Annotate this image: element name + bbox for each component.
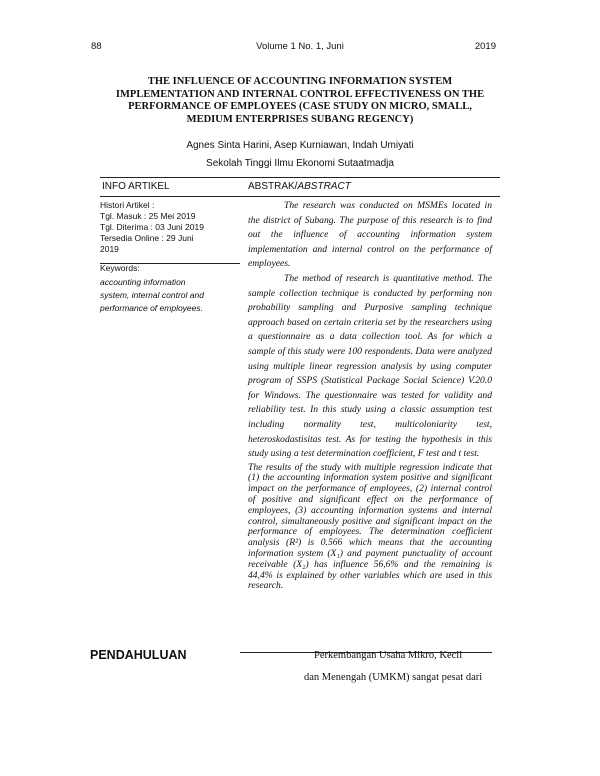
date-online-year: 2019 (100, 244, 119, 254)
title-line: PERFORMANCE OF EMPLOYEES (CASE STUDY ON MICRO, SMALL, (128, 101, 472, 112)
institution: Sekolah Tinggi Ilmu Ekonomi Sutaatmadja (206, 158, 394, 169)
keywords (100, 276, 240, 315)
keyword-line: accounting information (100, 277, 186, 287)
page-number: 88 (91, 41, 102, 52)
section-heading: PENDAHULUAN (90, 648, 187, 662)
abstract-body (248, 199, 492, 592)
keyword-line: system, internal control and (100, 290, 204, 300)
abstract-paragraph: The results of the study with multiple regression indicate that (1) the accounting information system positive and significant impact on the performance of employees, (2) internal control of positive and significant effect on the performance of employees, (3) accounting information systems and internal control, simultaneously positive and significant impact on the performance of employees. The determination coefficient analysis (R²) is 0.566 which means that the accounting information system (X₁) and payment punctuality of account receivable (X₂) has influence 56,6% and the remaining is 44,4% is explained by other variables which are used in this research. (248, 461, 492, 592)
title-line: THE INFLUENCE OF ACCOUNTING INFORMATION SYSTEM (147, 76, 453, 87)
abstract-paragraph: The research was conducted on MSMEs located in the district of Subang. The purpose of this research is to find out the influence of accounting information system implementation and internal control on the performance of employees. (248, 200, 492, 270)
info-artikel-heading: INFO ARTIKEL (102, 181, 170, 192)
abstract-heading-plain: ABSTRAK/ (248, 181, 298, 192)
history-label: Histori Artikel : (100, 200, 155, 210)
journal-volume: Volume 1 No. 1, Juni (256, 41, 344, 52)
keywords-label: Keywords: (100, 263, 140, 273)
paper-title (80, 76, 520, 126)
abstract-paragraph: The method of research is quantitative method. The sample collection technique is conducted by performing non probability sampling and Purposive sampling technique approach based on certain criteria set by the researchers using a questionnaire as a data collection tool. As for which a sample of this study were 100 respondents. Data were analyzed using multiple linear regression analysis by using computer program of SSPS (Statistical Package Social Science) V.20.0 for Windows. The questionnaire was tested for validity and reliability test. In this study using a classic assumption test including normality test, multicoloniarity test, heteroskodastisitas test. As for testing the hypothesis in this study using a test determination coefficient, F test and t test. (248, 272, 492, 460)
journal-year: 2019 (474, 41, 496, 52)
abstract-heading (248, 181, 351, 192)
abstract-heading-italic: ABSTRACT (297, 181, 351, 192)
table-top-rule (100, 177, 500, 178)
heading-rule (100, 196, 500, 197)
title-line: MEDIUM ENTERPRISES SUBANG REGENCY) (186, 113, 414, 125)
article-history (100, 200, 240, 255)
keyword-line: performance of employees. (100, 303, 203, 313)
date-received: Tgl. Masuk : 25 Mei 2019 (100, 211, 196, 221)
body-line: Perkembangan Usaha Mikro, Kecil (314, 650, 463, 661)
date-online: Tersedia Online : 29 Juni (100, 233, 194, 243)
title-line: IMPLEMENTATION AND INTERNAL CONTROL EFFECTIVENESS ON THE (115, 88, 485, 100)
authors: Agnes Sinta Harini, Asep Kurniawan, Indah Umiyati (186, 140, 414, 151)
date-accepted: Tgl. Diterima : 03 Juni 2019 (100, 222, 204, 232)
body-line: dan Menengah (UMKM) sangat pesat dari (304, 672, 483, 683)
